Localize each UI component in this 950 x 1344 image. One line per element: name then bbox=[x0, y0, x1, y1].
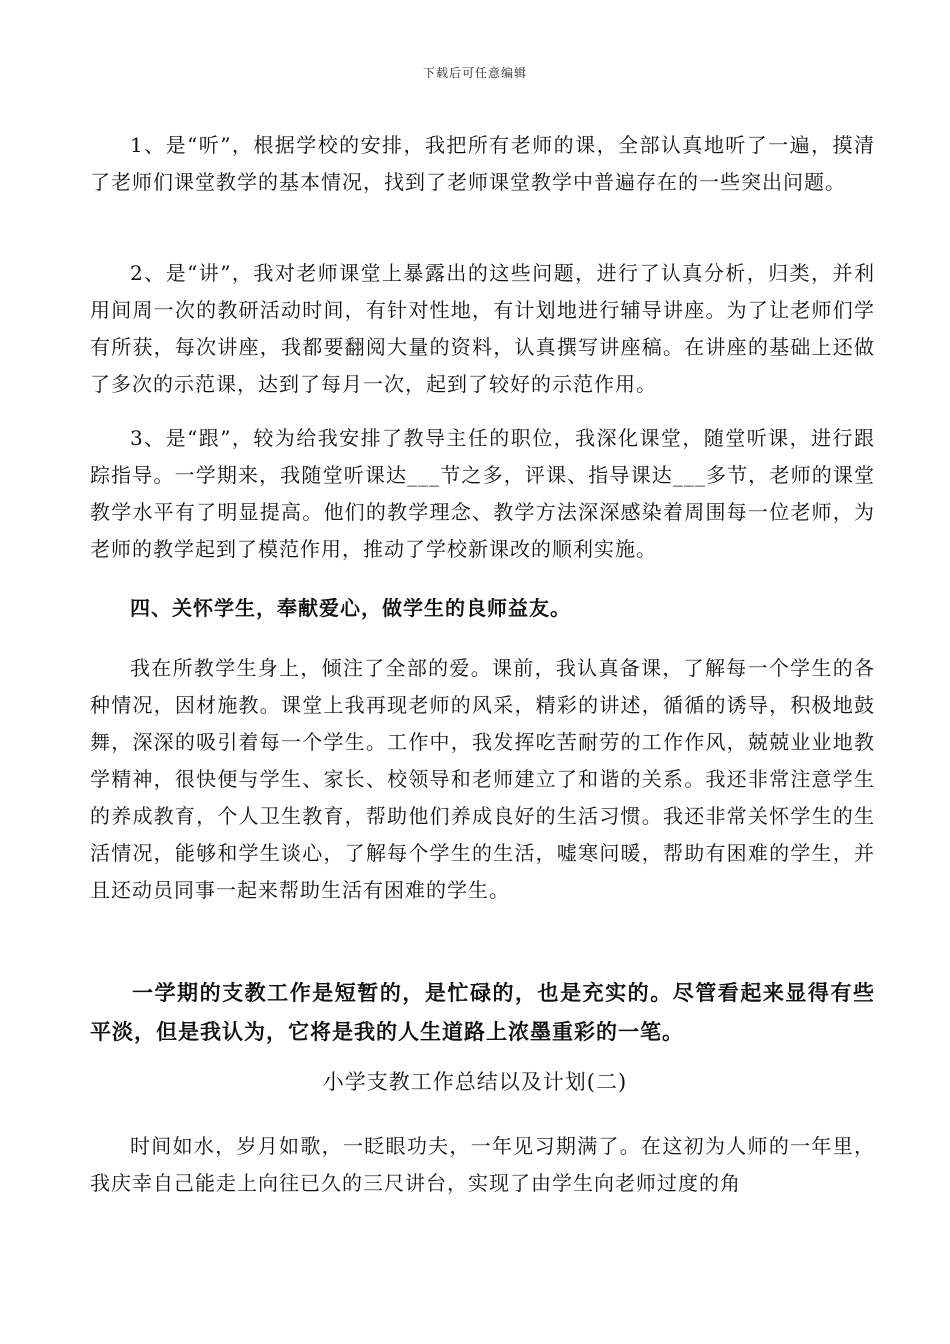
paragraph-listen: 1、是“听”，根据学校的安排，我把所有老师的课，全部认真地听了一遍，摸清了老师们课堂教学的基本情况，找到了老师课堂教学中普遍存在的一些突出问题。 bbox=[90, 133, 875, 194]
paragraph-part2-intro: 时间如水，岁月如歌，一眨眼功夫，一年见习期满了。在这初为人师的一年里，我庆幸自己能走上向往已久的三尺讲台，实现了由学生向老师过度的角 bbox=[90, 1134, 875, 1195]
page-header-note: 下载后可任意编辑 bbox=[422, 66, 527, 80]
paragraph-follow: 3、是“跟”，较为给我安排了教导主任的职位，我深化课堂，随堂听课，进行跟踪指导。一学期来，我随堂听课达___节之多，评课、指导课达___多节，老师的课堂教学水平有了明显提高。他们的教学理念、教学方法深深感染着周围每一位老师，为老师的教学起到了模范作用，推动了学校新课改的顺利实施。 bbox=[90, 426, 875, 561]
section-title-part2: 小学支教工作总结以及计划(二) bbox=[322, 1070, 628, 1094]
paragraph-care-students: 我在所教学生身上，倾注了全部的爱。课前，我认真备课，了解每一个学生的各种情况，因材施教。课堂上我再现老师的风采，精彩的讲述，循循的诱导，积极地鼓舞，深深的吸引着每一个学生。工作中，我发挥吃苦耐劳的工作作风，兢兢业业地教学精神，很快便与学生、家长、校领导和老师建立了和谐的关系。我还非常注意学生的养成教育，个人卫生教育，帮助他们养成良好的生活习惯。我还非常关怀学生的生活情况，能够和学生谈心，了解每个学生的生活，嘘寒问暖，帮助有困难的学生，并且还动员同事一起来帮助生活有困难的学生。 bbox=[90, 656, 875, 902]
section-heading-care-students: 四、关怀学生，奉献爱心，做学生的良师益友。 bbox=[130, 596, 571, 620]
paragraph-conclusion: 一学期的支教工作是短暂的，是忙碌的，也是充实的。尽管看起来显得有些平淡，但是我认为，它将是我的人生道路上浓墨重彩的一笔。 bbox=[90, 980, 875, 1044]
paragraph-lecture: 2、是“讲”，我对老师课堂上暴露出的这些问题，进行了认真分析，归类，并利用间周一次的教研活动时间，有针对性地，有计划地进行辅导讲座。为了让老师们学有所获，每次讲座，我都要翻阅大量的资料，认真撰写讲座稿。在讲座的基础上还做了多次的示范课，达到了每月一次，起到了较好的示范作用。 bbox=[90, 261, 875, 396]
